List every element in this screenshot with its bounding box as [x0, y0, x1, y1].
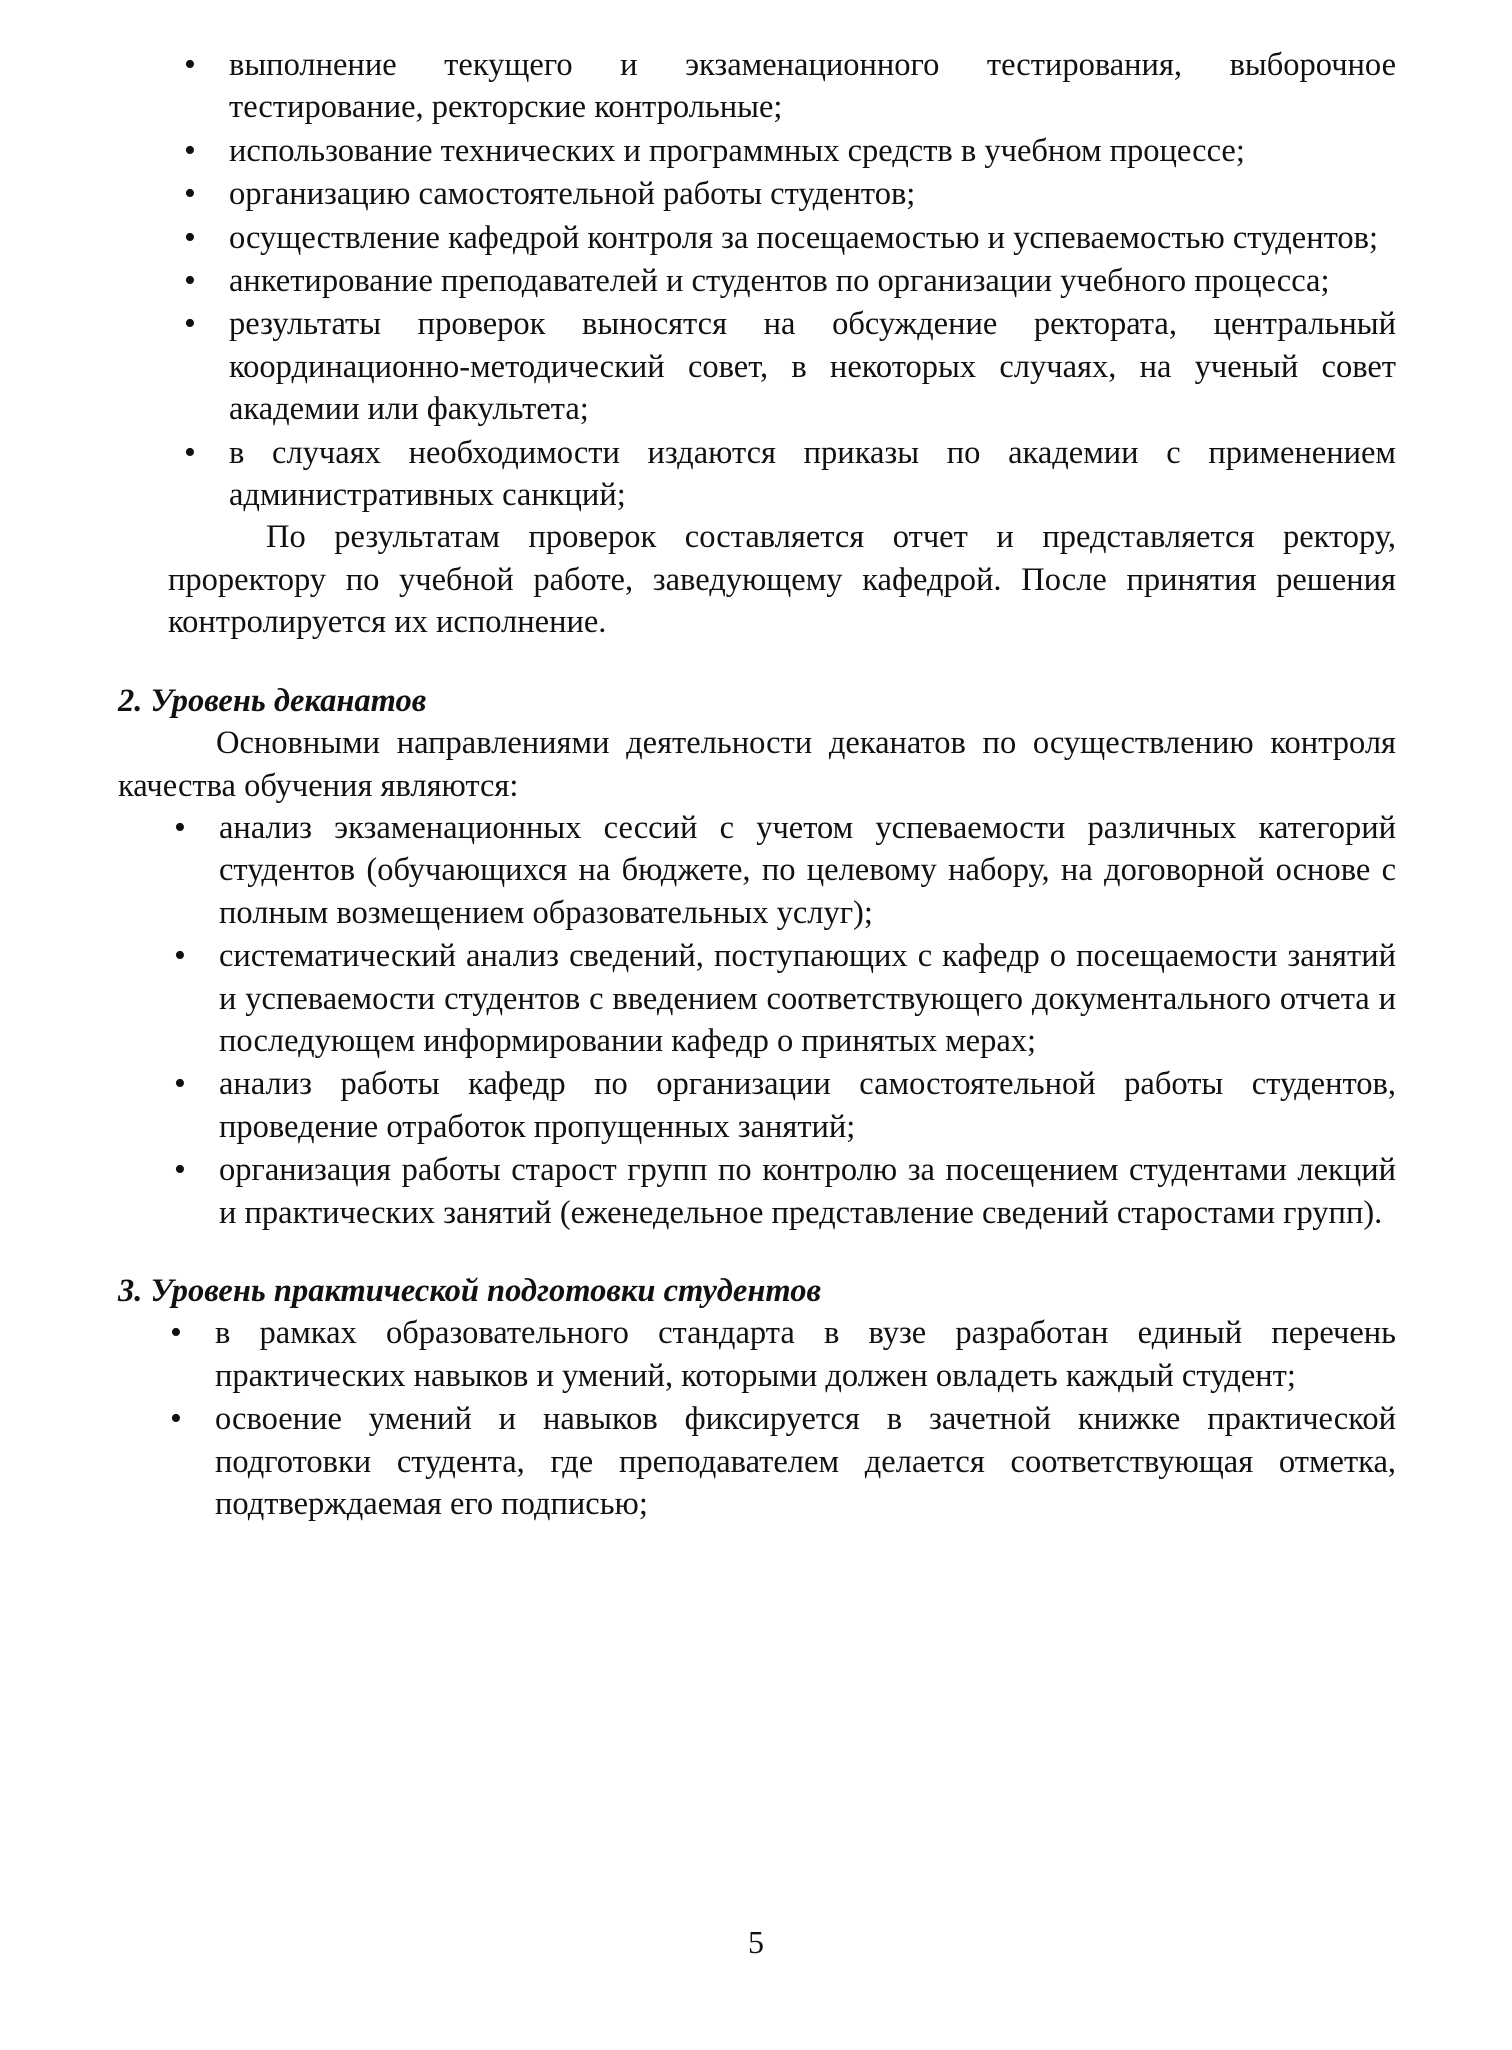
list-item: • организация работы старост групп по контролю за посещением студентами лекций и практических занятий (еженедельное представление сведений старостами групп).	[122, 1149, 1396, 1234]
section2-bullet-list	[122, 807, 1396, 1234]
list-item: • освоение умений и навыков фиксируется в зачетной книжке практической подготовки студента, где преподавателем делается соответствующая отметка, подтверждаемая его подписью;	[118, 1398, 1396, 1525]
list-item: • систематический анализ сведений, поступающих с кафедр о посещаемости занятий и успеваемости студентов с введением соответствующего документального отчета и последующем информировании кафедр о принятых мерах;	[122, 935, 1396, 1062]
list-item: • организацию самостоятельной работы студентов;	[132, 173, 1396, 215]
list-item: • осуществление кафедрой контроля за посещаемостью и успеваемостью студентов;	[132, 217, 1396, 259]
section3-bullet-list	[118, 1312, 1396, 1525]
page-content	[118, 44, 1396, 1525]
page-number: 5	[748, 1924, 764, 1960]
list-item: • результаты проверок выносятся на обсуждение ректората, центральный координационно-методический совет, в некоторых случаях, на ученый совет академии или факультета;	[132, 303, 1396, 430]
list-item: • использование технических и программных средств в учебном процессе;	[132, 130, 1396, 172]
list-item: • в рамках образовательного стандарта в вузе разработан единый перечень практических навыков и умений, которыми должен овладеть каждый студент;	[118, 1312, 1396, 1397]
list-item: • анкетирование преподавателей и студентов по организации учебного процесса;	[132, 260, 1396, 302]
section1-closing-paragraph: По результатам проверок составляется отчет и представляется ректору, проректору по учебной работе, заведующему кафедрой. После принятия решения контролируется их исполнение.	[168, 519, 1396, 641]
section2-intro-paragraph: Основными направлениями деятельности деканатов по осуществлению контроля качества обучения являются:	[118, 725, 1396, 804]
list-item: • анализ работы кафедр по организации самостоятельной работы студентов, проведение отработок пропущенных занятий;	[122, 1063, 1396, 1148]
section1-bullet-list	[132, 44, 1396, 516]
section2-heading: 2. Уровень деканатов	[118, 682, 427, 719]
list-item: • выполнение текущего и экзаменационного тестирования, выборочное тестирование, ректорские контрольные;	[132, 44, 1396, 129]
list-item: • анализ экзаменационных сессий с учетом успеваемости различных категорий студентов (обучающихся на бюджете, по целевому набору, на договорной основе с полным возмещением образовательных услуг);	[122, 807, 1396, 934]
list-item: • в случаях необходимости издаются приказы по академии с применением административных санкций;	[132, 432, 1396, 517]
section3-heading: 3. Уровень практической подготовки студентов	[118, 1272, 822, 1309]
